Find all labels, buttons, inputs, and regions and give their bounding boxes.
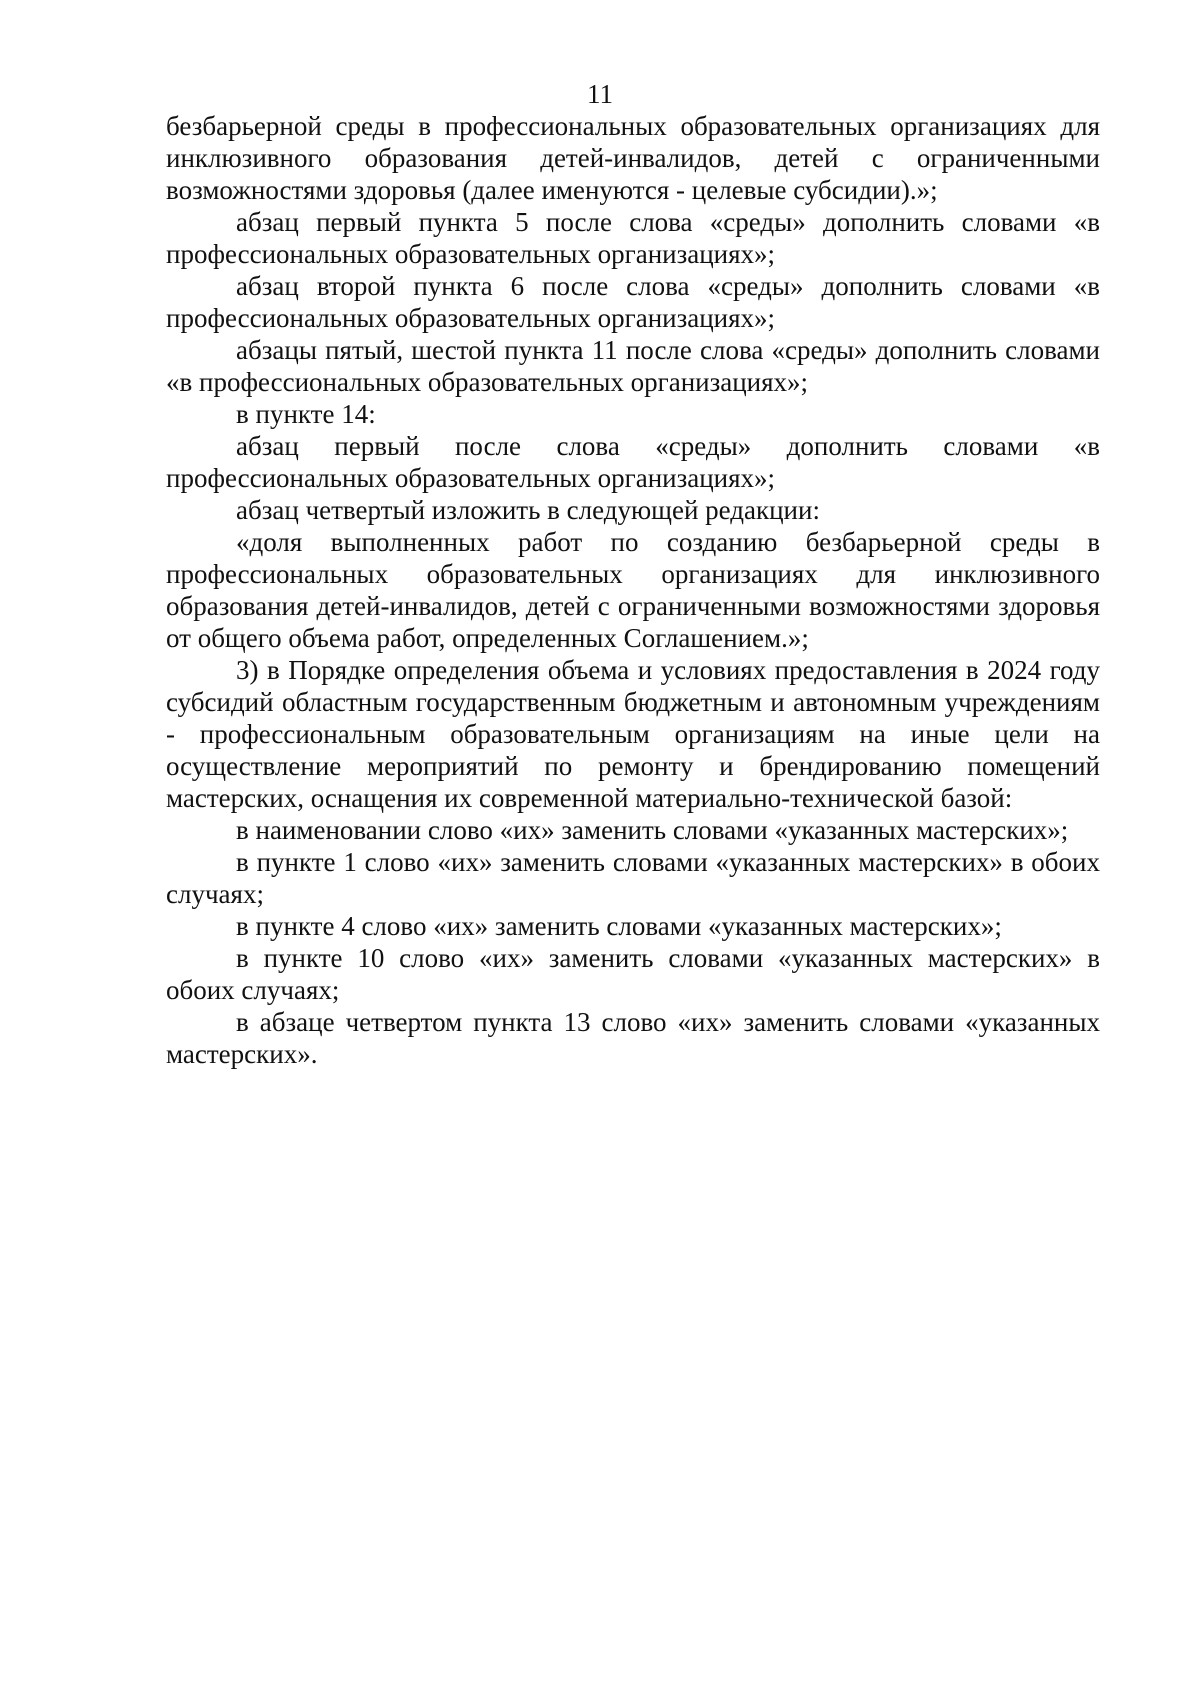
document-body <box>166 110 1100 1070</box>
paragraph-continuation: безбарьерной среды в профессиональных образовательных организациях для инклюзивного образования детей-инвалидов, детей с ограниченными возможностями здоровья (далее именуются - целевые субсидии).»; <box>166 111 1100 205</box>
paragraph-item-14-fourth: абзац четвертый изложить в следующей редакции: <box>236 495 820 525</box>
page-number: 11 <box>587 79 613 109</box>
paragraph-item-14-first: абзац первый после слова «среды» дополнить словами «в профессиональных образовательных организациях»; <box>166 431 1100 493</box>
paragraph-point-13: в абзаце четвертом пункта 13 слово «их» заменить словами «указанных мастерских». <box>166 1007 1100 1069</box>
paragraph-item-11: абзацы пятый, шестой пункта 11 после слова «среды» дополнить словами «в профессиональных образовательных организациях»; <box>166 335 1100 397</box>
paragraph-point-1: в пункте 1 слово «их» заменить словами «указанных мастерских» в обоих случаях; <box>166 847 1100 909</box>
paragraph-item-5: абзац первый пункта 5 после слова «среды» дополнить словами «в профессиональных образовательных организациях»; <box>166 207 1100 269</box>
paragraph-item-6: абзац второй пункта 6 после слова «среды» дополнить словами «в профессиональных образовательных организациях»; <box>166 271 1100 333</box>
paragraph-quoted-text: «доля выполненных работ по созданию безбарьерной среды в профессиональных образовательных организациях для инклюзивного образования детей-инвалидов, детей с ограниченными возможностями здоровья от общего объема работ, определенных Соглашением.»; <box>166 527 1100 653</box>
paragraph-point-10: в пункте 10 слово «их» заменить словами «указанных мастерских» в обоих случаях; <box>166 943 1100 1005</box>
paragraph-point-4: в пункте 4 слово «их» заменить словами «указанных мастерских»; <box>236 911 1002 941</box>
paragraph-section-3: 3) в Порядке определения объема и условиях предоставления в 2024 году субсидий областным государственным бюджетным и автономным учреждениям - профессиональным образовательным организациям на иные цели на осуществление мероприятий по ремонту и брендированию помещений мастерских, оснащения их современной материально-технической базой: <box>166 655 1100 813</box>
paragraph-item-14-heading: в пункте 14: <box>236 399 376 429</box>
paragraph-title-change: в наименовании слово «их» заменить словами «указанных мастерских»; <box>236 815 1069 845</box>
